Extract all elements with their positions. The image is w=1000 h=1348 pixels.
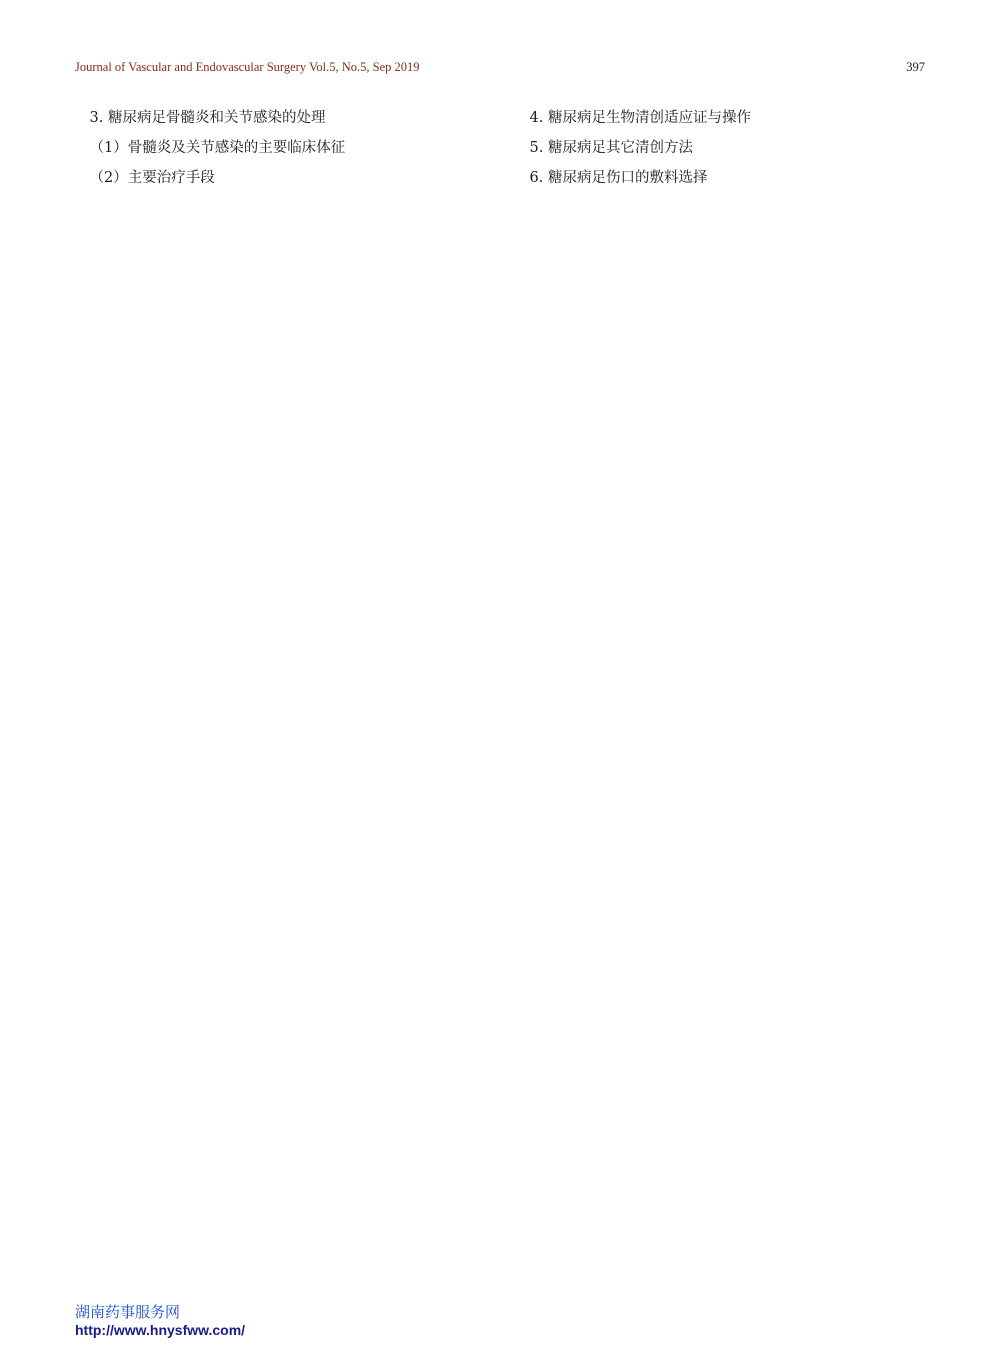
right-column [515,103,930,193]
subsection-heading-3-1: （1）骨髓炎及关节感染的主要临床体征 [89,140,346,156]
journal-title: Journal of Vascular and Endovascular Surgery Vol.5, No.5, Sep 2019 [75,60,420,74]
page-number: 397 [906,60,925,74]
section-heading-3: 3. 糖尿病足骨髓炎和关节感染的处理 [89,110,326,126]
footer-url-link[interactable]: http://www.hnysfww.com/ [75,1322,246,1338]
subsection-heading-3-2: （2）主要治疗手段 [89,170,215,186]
section-heading-6: 6. 糖尿病足伤口的敷料选择 [529,170,708,186]
running-header [75,60,925,84]
left-column [75,103,490,193]
section-heading-5: 5. 糖尿病足其它清创方法 [529,140,693,156]
section-heading-4: 4. 糖尿病足生物清创适应证与操作 [529,110,751,126]
footer-watermark [75,1303,245,1339]
footer-site-name: 湖南药事服务网 [75,1303,181,1321]
